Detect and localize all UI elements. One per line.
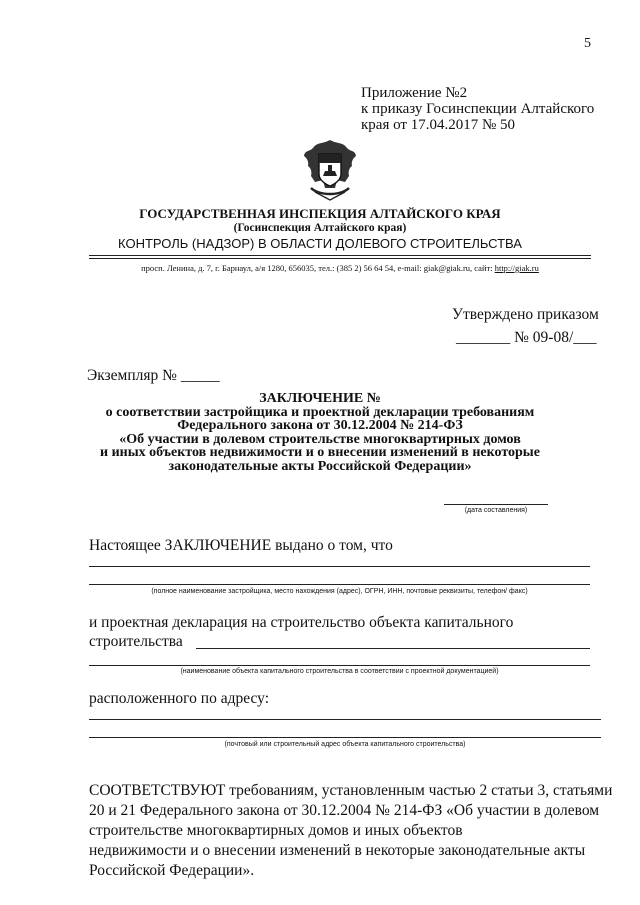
page-number: 5 — [584, 36, 591, 51]
declaration-line-1: и проектная декларация на строительство объекта капитального — [89, 614, 514, 631]
address-label: расположенного по адресу: — [89, 690, 269, 707]
header-rule-thick — [89, 255, 591, 256]
developer-line-1 — [89, 566, 590, 567]
coat-of-arms-emblem — [301, 138, 359, 202]
conclusion-line-1: СООТВЕТСТВУЮТ требованиям, установленным частью 2 статьи 3, статьями — [89, 782, 613, 799]
declaration-line-2: строительства — [89, 633, 183, 650]
approved-order-number: _______ № 09-08/___ — [456, 329, 597, 346]
document-title — [0, 392, 640, 473]
address-line-1 — [89, 719, 601, 720]
org-name: ГОСУДАРСТВЕННАЯ ИНСПЕКЦИЯ АЛТАЙСКОГО КРАЯ — [139, 206, 501, 221]
copy-number-label: Экземпляр № _____ — [87, 367, 220, 384]
address-caption: (почтовый или строительный адрес объекта капитального строительства) — [224, 741, 466, 748]
org-contacts — [0, 263, 640, 273]
date-caption: (дата составления) — [464, 507, 528, 514]
conclusion-text — [89, 781, 612, 881]
title-line-2: о соответствии застройщика и проектной декларации требованиям — [105, 404, 535, 420]
issued-to-text: Настоящее ЗАКЛЮЧЕНИЕ выдано о том, что — [89, 537, 393, 554]
title-line-3: Федерального закона от 30.12.2004 № 214-ФЗ — [177, 418, 463, 433]
annex-block — [361, 85, 594, 133]
approved-label: Утверждено приказом — [452, 306, 599, 323]
website-link[interactable]: http://giak.ru — [494, 263, 539, 273]
header-rule-thin — [89, 258, 591, 259]
title-line-4: «Об участии в долевом строительстве многоквартирных домов — [119, 431, 521, 447]
title-line-1: ЗАКЛЮЧЕНИЕ № — [259, 391, 381, 406]
title-line-5: и иных объектов недвижимости и о внесении изменений в некоторые — [100, 445, 540, 460]
org-department: КОНТРОЛЬ (НАДЗОР) В ОБЛАСТИ ДОЛЕВОГО СТРОИТЕЛЬСТВА — [118, 236, 522, 251]
org-short-name: (Госинспекция Алтайского края) — [233, 222, 407, 234]
annex-line-1: Приложение №2 — [361, 85, 468, 101]
annex-line-3: края от 17.04.2017 № 50 — [361, 117, 516, 133]
object-line-2 — [89, 665, 590, 666]
date-field-line — [444, 504, 548, 505]
conclusion-line-2: 20 и 21 Федерального закона от 30.12.2004 № 214-ФЗ «Об участии в долевом — [89, 802, 600, 819]
annex-line-2: к приказу Госинспекции Алтайского — [361, 101, 595, 117]
contacts-text: просп. Ленина, д. 7, г. Барнаул, а/я 1280, 656035, тел.: (385 2) 56 64 54, e-mail: giak@giak.ru, сайт: — [141, 263, 495, 273]
developer-line-2 — [89, 584, 590, 585]
address-line-2 — [89, 737, 601, 738]
conclusion-line-5: Российской Федерации». — [89, 862, 255, 879]
conclusion-line-3: строительстве многоквартирных домов и иных объектов — [89, 822, 463, 839]
conclusion-line-4: недвижимости и о внесении изменений в некоторые законодательные акты — [89, 842, 586, 859]
object-line-1 — [196, 648, 590, 649]
title-line-6: законодательные акты Российской Федерации» — [168, 458, 472, 474]
object-caption: (наименование объекта капитального строительства в соответствии с проектной документацией) — [180, 668, 499, 675]
developer-caption: (полное наименование застройщика, место нахождения (адрес), ОГРН, ИНН, почтовые реквизиты, телефон/ факс) — [151, 588, 528, 595]
